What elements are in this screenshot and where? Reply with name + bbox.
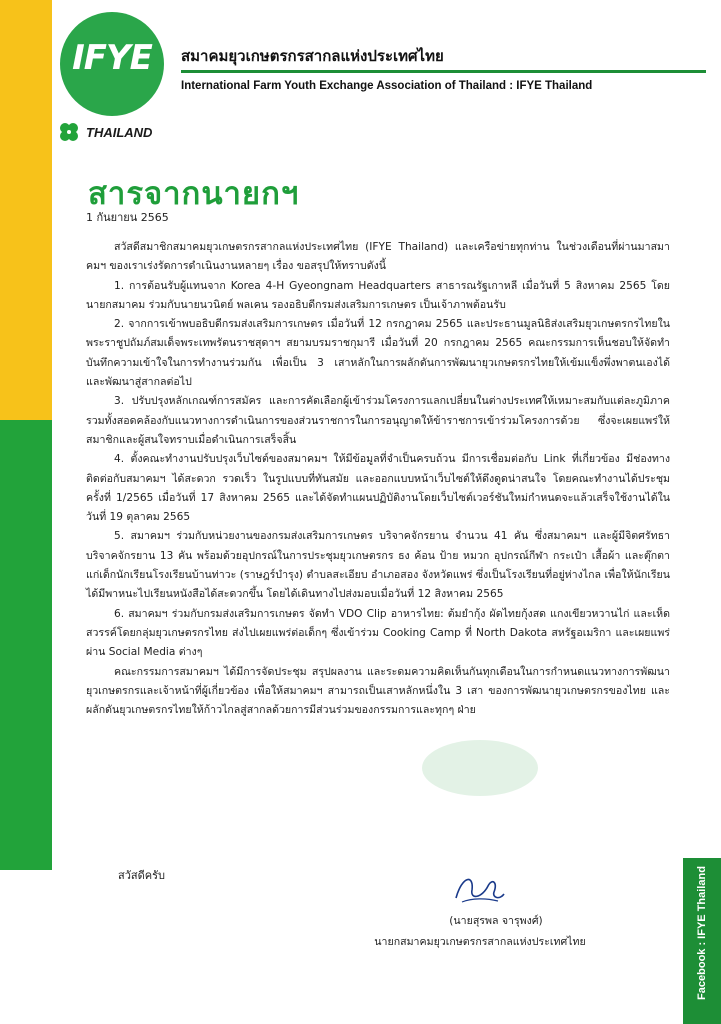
facebook-sidebar — [683, 858, 721, 1024]
letter-intro: สวัสดีสมาชิกสมาคมยุวเกษตรกรสากลแห่งประเทศไทย (IFYE Thailand) และเครือข่ายทุกท่าน ในช่วงเดือนที่ผ่านมาสมาคมฯ ของเราเร่งรัดการดำเนินงานหลายๆ เรื่อง ขอสรุปให้ทราบดังนี้ — [86, 241, 670, 273]
letter-title: สารจากนายกฯ — [88, 176, 300, 212]
logo-text: IFYE — [72, 38, 152, 78]
closing-greeting: สวัสดีครับ — [118, 869, 165, 882]
org-name-thai: สมาคมยุวเกษตรกรสากลแห่งประเทศไทย — [181, 47, 444, 65]
clover-icon — [56, 120, 82, 146]
signer-name: (นายสุรพล จารุพงศ์) — [449, 915, 543, 927]
facebook-label: Facebook : IFYE Thailand — [696, 866, 708, 1000]
letter-item-5: 5. สมาคมฯ ร่วมกับหน่วยงานของกรมส่งเสริมการเกษตร บริจาคจักรยาน จำนวน 41 คัน ซึ่งสมาคมฯ และผู้มีจิตศรัทธาบริจาคจักรยาน 13 คัน พร้อมด้วยอุปกรณ์ในการประชุมยุวเกษตรกร ธง ค้อน ป้าย หมวก อุปกรณ์กีฬา กระเป๋า เสื้อผ้า และตุ๊กตา แก่เด็กนักเรียนโรงเรียนบ้านท่าวะ (ราษฎร์บำรุง) ตำบลสะเอียบ อำเภอสอง จังหวัดแพร่ ซึ่งเป็นโรงเรียนที่อยู่ห่างไกล เพื่อให้นักเรียนได้มีพาหนะไปเรียนหนังสือได้สะดวกขึ้น โดยได้เดินทางไปส่งมอบเมื่อวันที่ 12 สิงหาคม 2565 — [86, 530, 670, 601]
decorative-green-stripe — [0, 420, 52, 870]
header-divider — [181, 70, 706, 73]
decorative-yellow-stripe — [0, 0, 52, 420]
letter-item-6: 6. สมาคมฯ ร่วมกับกรมส่งเสริมการเกษตร จัดทำ VDO Clip อาหารไทย: ต้มยำกุ้ง ผัดไทยกุ้งสด แกงเขียวหวานไก่ และเห็ดสวรรค์โดยกลุ่มยุวเกษตรกรไทย ส่งไปเผยแพร่ต่อเด็กๆ ซึ่งเข้าร่วม Cooking Camp ที่ North Dakota สหรัฐอเมริกา และเผยแพร่ผ่าน Social Media ต่างๆ — [86, 607, 670, 659]
letter-item-4: 4. ตั้งคณะทำงานปรับปรุงเว็บไซต์ของสมาคมฯ ให้มีข้อมูลที่จำเป็นครบถ้วน มีการเชื่อมต่อกับ Link ที่เกี่ยวข้อง มีช่องทางติดต่อกับสมาคมฯ ได้สะดวก รวดเร็ว ในรูปแบบที่ทันสมัย และออกแบบหน้าเว็บไซต์ให้ดึงดูดน่าสนใจ โดยคณะทำงานได้ประชุมครั้งที่ 1/2565 เมื่อวันที่ 17 สิงหาคม 2565 และได้จัดทำแผนปฏิบัติงานโดยเว็บไซต์เวอร์ชันใหม่กำหนดจะแล้วเสร็จใช้งานได้ในวันที่ 19 ตุลาคม 2565 — [86, 453, 670, 524]
letter-item-3: 3. ปรับปรุงหลักเกณฑ์การสมัคร และการคัดเลือกผู้เข้าร่วมโครงการแลกเปลี่ยนในต่างประเทศให้เหมาะสมกับแต่ละภูมิภาค รวมทั้งสอดคล้องกับแนวทางการดำเนินการของส่วนราชการในการอนุญาตให้ข้าราชการเข้าร่วมโครงการด้วย ซึ่งจะเผยแพร่ให้สมาชิกและผู้สนใจทราบเมื่อดำเนินการเสร็จสิ้น — [86, 395, 670, 446]
org-name-english: International Farm Youth Exchange Association of Thailand : IFYE Thailand — [181, 80, 593, 92]
letter-date: 1 กันยายน 2565 — [86, 211, 169, 224]
letter-conclusion: คณะกรรมการสมาคมฯ ได้มีการจัดประชุม สรุปผลงาน และระดมความคิดเห็นกันทุกเดือนในการกำหนดแนวทางการพัฒนายุวเกษตรกรและเจ้าหน้าที่ผู้เกี่ยวข้อง เพื่อให้สมาคมฯ สามารถเป็นเสาหลักหนึ่งใน 3 เสา ของการพัฒนายุวเกษตรกรของไทย และผลักดันยุวเกษตรกรไทยให้ก้าวไกลสู่สากลด้วยการมีส่วนร่วมของกรรมการและทุกๆ ฝ่าย — [86, 665, 670, 717]
ifye-logo — [54, 12, 169, 142]
signature-image — [448, 868, 508, 908]
signer-role: นายกสมาคมยุวเกษตรกรสากลแห่งประเทศไทย — [374, 936, 586, 948]
logo-caption: THAILAND — [86, 125, 153, 140]
letter-body — [86, 238, 670, 720]
watermark-logo — [420, 738, 540, 798]
letter-item-2: 2. จากการเข้าพบอธิบดีกรมส่งเสริมการเกษตร เมื่อวันที่ 12 กรกฎาคม 2565 และประธานมูลนิธิส่งเสริมยุวเกษตรกรไทยในพระราชูปถัมภ์สมเด็จพระเทพรัตนราชสุดาฯ สยามบรมราชกุมารี เมื่อวันที่ 20 กรกฎาคม 2565 คณะกรรมการเห็นชอบให้จัดทำบันทึกความเข้าใจในการทำงานร่วมกัน เพื่อเป็น 3 เสาหลักในการผลักดันการพัฒนายุวเกษตรกรไทยให้เข้มแข็งพึ่งพาตนเองได้ และพัฒนาสู่สากลต่อไป — [86, 318, 670, 389]
logo-circle — [60, 12, 164, 116]
letter-item-1: 1. การต้อนรับผู้แทนจาก Korea 4-H Gyeongnam Headquarters สาธารณรัฐเกาหลี เมื่อวันที่ 5 สิงหาคม 2565 โดยนายกสมาคม ร่วมกับนายนวนิตย์ พลเคน รองอธิบดีกรมส่งเสริมการเกษตร เป็นเจ้าภาพต้อนรับ — [86, 279, 670, 311]
